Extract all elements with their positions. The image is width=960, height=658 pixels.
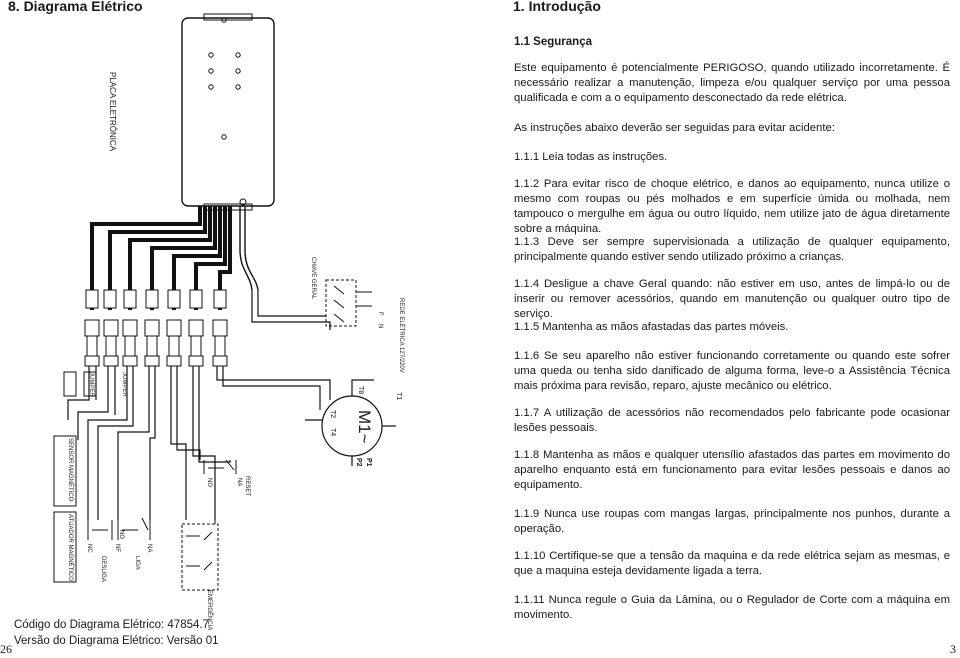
list-item: 1.1.10 Certifique-se que a tensão da maquina e da rede elétrica sejam as mesmas, e que a maquina esteja devidamente ligada a terra. — [514, 550, 950, 577]
list-item: 1.1.9 Nunca use roupas com mangas largas, principalmente nos punhos, durante a operação. — [514, 508, 950, 535]
electronic-board-outline — [182, 18, 274, 206]
jumper-box-1 — [64, 372, 76, 396]
left-page-number: 26 — [0, 642, 12, 656]
motor-terminal-p2: P2 — [355, 458, 362, 467]
list-item: 1.1.8 Mantenha as mãos e qualquer utensílio afastados das partes em movimento do aparelho enquanto está em funcionamento para evitar lesões pessoais e danos ao equipamento. — [514, 449, 950, 491]
emergency-label: EMERGÊNCIA — [206, 590, 212, 631]
jumper-label-1: JUMPER — [88, 372, 94, 397]
contact-label-nf: NF — [114, 544, 120, 552]
motor-terminal-p1: P1 — [365, 458, 372, 467]
power-label: REDE ELÉTRICA 127/220V — [398, 298, 404, 373]
list-item: 1.1.5 Mantenha as mãos afastadas das partes móveis. — [514, 321, 789, 333]
off-label: DESLIGA — [100, 556, 106, 583]
list-item: 1.1.2 Para evitar risco de choque elétrico, e danos ao equipamento, nunca utilize o mesmo com roupas ou pés molhados e em superfície úmida ou molhada, nem tampouco o mergulhe em água ou outro líquido, nem utilize jato de água diretamente sobre a máquina. — [514, 178, 950, 235]
motor-terminal-t2: T2 — [329, 410, 336, 419]
contact-label-nc: NC — [86, 544, 92, 553]
main-switch — [326, 280, 372, 326]
board-label: PLACA ELETRÔNICA — [108, 72, 117, 152]
magnetic-actuator-label: ATUADOR MAGNÉTICO — [67, 514, 73, 581]
right-page-number: 3 — [950, 642, 956, 656]
emergency-switch — [182, 520, 218, 590]
motor-terminal-t4: T4 — [329, 428, 336, 437]
left-page-heading: 8. Diagrama Elétrico — [8, 0, 143, 14]
section-subheading: 1.1 Segurança — [514, 36, 592, 48]
list-item: 1.1.6 Se seu aparelho não estiver funcionando corretamente ou quando este sofrer uma queda ou tenha sido danificado de alguma forma, leve-o a Assistência Técnica mais próxima para revisão, reparo, ajuste mecânico ou elétrico. — [514, 350, 950, 392]
reset-label: RESET — [244, 476, 250, 497]
list-item: 1.1.1 Leia todas as instruções. — [514, 151, 668, 163]
jumper-label-2: JUMPER — [121, 372, 127, 397]
right-page-heading: 1. Introdução — [513, 0, 601, 14]
contact-label-no: NO — [118, 530, 124, 539]
instruction-line: As instruções abaixo deverão ser seguidas para evitar acidente: — [514, 122, 835, 134]
diagram-version: Versão do Diagrama Elétrico: Versão 01 — [14, 635, 219, 647]
main-switch-label: CHAVE GERAL — [310, 257, 316, 300]
diagram-code: Código do Diagrama Elétrico: 47854.7 — [14, 619, 209, 631]
list-item: 1.1.3 Deve ser sempre supervisionada a utilização de qualquer equipamento, principalmente quando estiver sendo utilizado próximo a crianças. — [514, 236, 950, 263]
motor-terminal-t8: T8 — [357, 386, 364, 395]
contact-label-na: NA — [146, 544, 152, 553]
motor-symbol — [305, 380, 396, 466]
magnetic-sensor-label: SENSOR MAGNÉTICO — [67, 438, 73, 502]
power-terminal-f: F — [377, 312, 383, 316]
motor-terminal-t1: T1 — [395, 392, 402, 401]
on-label: LIGA — [134, 556, 140, 570]
motor-label: M1~ — [355, 410, 374, 444]
reset-contact-no: NO — [206, 478, 212, 487]
intro-paragraph: Este equipamento é potencialmente PERIGOSO, quando utilizado incorretamente. É necessário realizar a manutenção, limpeza e/ou qualquer serviço por uma pessoa qualificada e com a o equipamento desconectado da rede elétrica. — [514, 62, 950, 104]
power-terminal-n: N — [377, 324, 383, 329]
list-item: 1.1.7 A utilização de acessórios não recomendados pelo fabricante pode ocasionar lesões pessoais. — [514, 407, 950, 434]
list-item: 1.1.11 Nunca regule o Guia da Lâmina, ou o Regulador de Corte com a máquina em movimento. — [514, 594, 950, 621]
list-item: 1.1.4 Desligue a chave Geral quando: não estiver em uso, antes de limpá-lo ou de inserir ou remover acessórios, quando em manutenção ou qualquer outro tipo de serviço. — [514, 278, 950, 320]
reset-contact-na: NA — [236, 478, 242, 487]
